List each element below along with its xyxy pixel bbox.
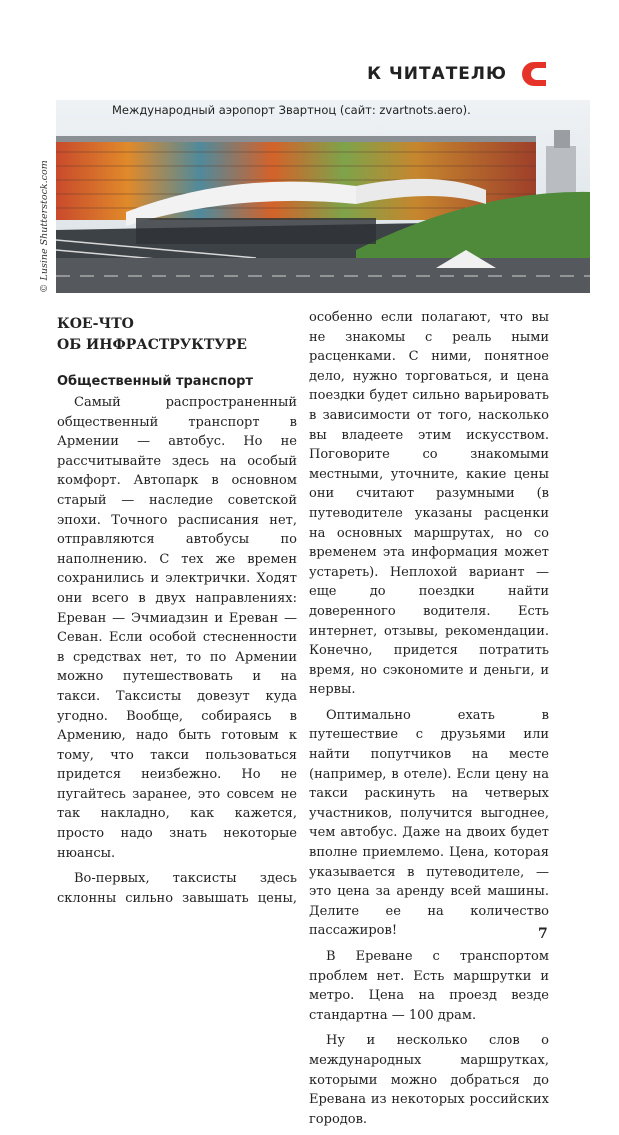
airport-photo — [56, 100, 590, 293]
section-title-line2: ОБ ИНФРАСТРУКТУРЕ — [57, 337, 247, 353]
paragraph-3: Оптимально ехать в путешествие с друзьями или найти попутчиков на месте (например, в отеле). Если цену на такси раскинуть на четверых участников, получится выгоднее, чем автобус. Даже на двоих будет вполне приемлемо. Цена, которая указывается в путеводителе, — это цена за аренду всей машины. Делите ее на количество пассажиров! — [309, 707, 549, 939]
crescent-mark-icon — [521, 61, 547, 87]
paragraph-4: В Ереване с транспортом проблем нет. Есть маршрутки и метро. Цена на проезд везде стандартна — 100 драм. — [309, 949, 549, 1023]
page-number: 7 — [538, 926, 548, 942]
right-column — [309, 308, 549, 1135]
subsection-title: Общественный транспорт — [57, 374, 254, 389]
paragraph-1: Самый распространенный общественный транспорт в Армении — автобус. Но не рассчитывайте здесь на особый комфорт. Автопарк в основном старый — наследие советской эпохи. Точного расписания нет, отправляются автобусы по наполнению. С тех же времен сохранились и электрички. Ходят они всего в двух направлениях: Ереван — Эчмиадзин и Ереван — Севан. Если особой стесненности в средствах нет, то по Армении можно путешествовать и на такси. Таксисты довезут куда угодно. Вообще, собираясь в Армению, надо быть готовым к тому, что такси пользоваться придется неизбежно. Но не пугайтесь заранее, это совсем не так накладно, как кажется, просто надо знать некоторые нюансы. — [57, 395, 297, 861]
section-title-line1: КОЕ-ЧТО — [57, 316, 134, 332]
paragraph-5: Ну и несколько слов о международных маршрутках, которыми можно добраться до Еревана из некоторых российских городов. — [309, 1033, 549, 1127]
left-column — [57, 308, 297, 914]
header-title: К ЧИТАТЕЛЮ — [367, 64, 507, 84]
section-title — [57, 314, 297, 356]
photo-caption: Международный аэропорт Звартноц (сайт: zvartnots.aero). — [112, 103, 471, 117]
photo-credit-text: © Lusine Shutterstock.com — [39, 160, 50, 293]
paragraph-2-continued: особенно если полагают, что вы не знакомы с реаль ными расценками. С ними, понятное дело, нужно торговаться, и цена поездки будет сильно варьировать в зависимости от того, насколько вы владеете этим искусством. Поговорите со знакомыми местными, уточните, какие цены они считают разумными (в путеводителе указаны расценки на основных маршрутах, но со временем эта информация может устареть). Неплохой вариант — еще до поездки найти доверенного водителя. Есть интернет, отзывы, рекомендации. Конечно, придется потратить время, но сэкономите и деньги, и нервы. — [309, 310, 549, 698]
paragraph-2: Во-первых, таксисты здесь склонны сильно завышать цены, — [57, 871, 297, 906]
running-header — [367, 60, 547, 88]
